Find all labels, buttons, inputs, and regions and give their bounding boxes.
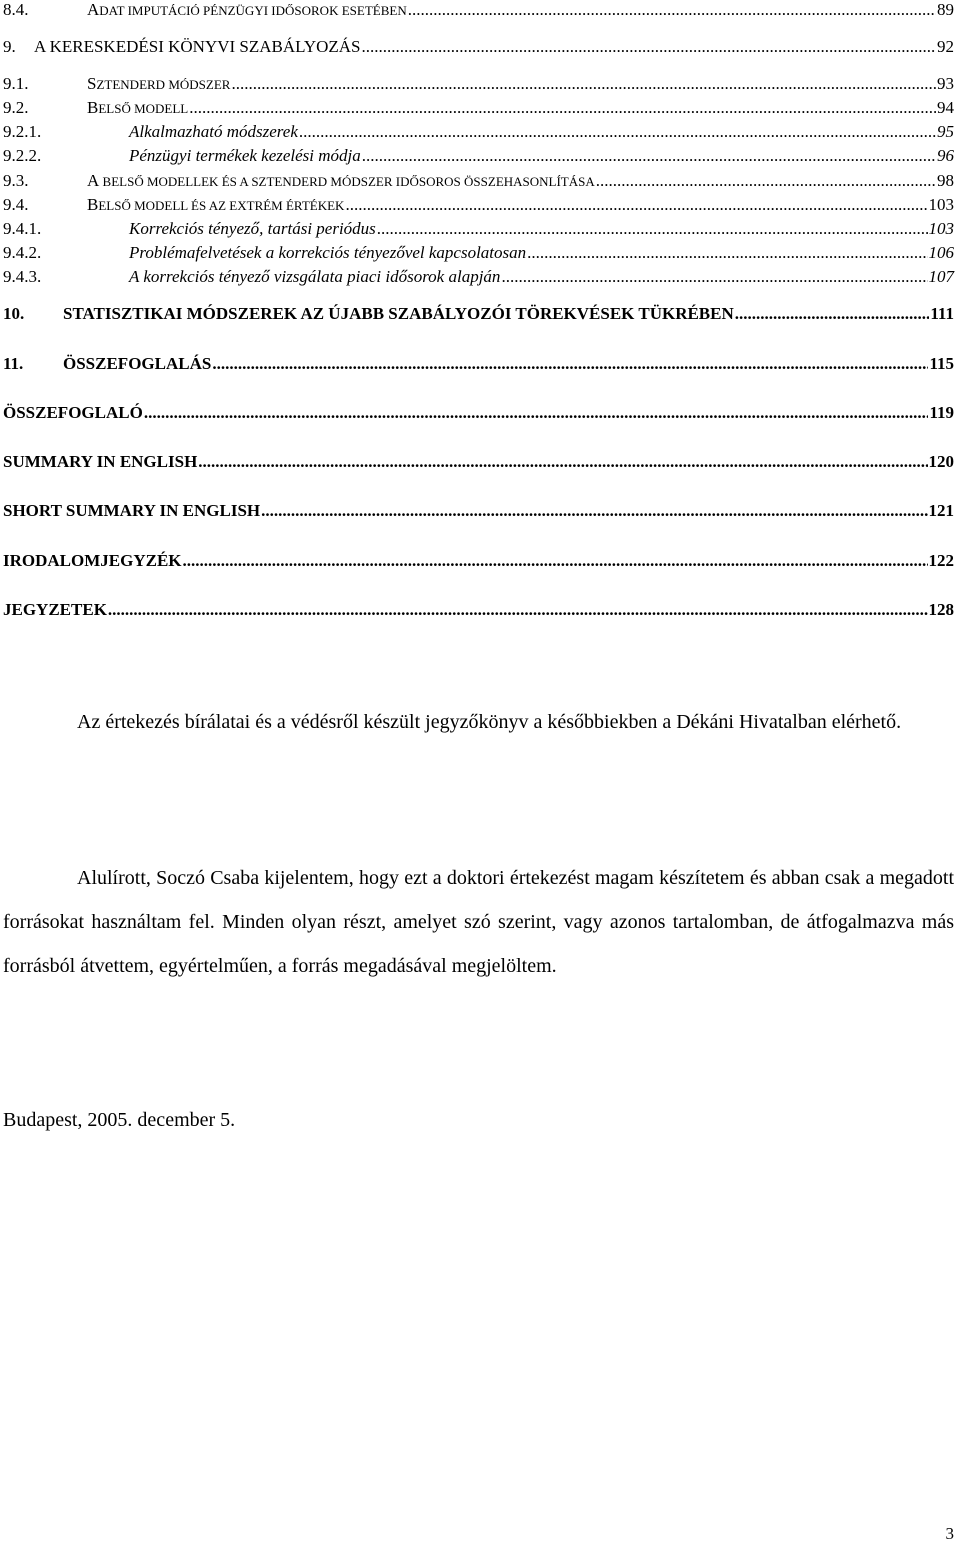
toc-entry[interactable]	[3, 98, 954, 118]
toc-entry-number: 10.	[3, 304, 25, 323]
toc-entry-number: 9.	[3, 37, 16, 56]
toc-entry-title: Pénzügyi termékek kezelési módja	[129, 146, 361, 165]
toc-dot-leader	[231, 74, 936, 94]
toc-entry-number: 9.4.3.	[3, 267, 42, 286]
toc-dot-leader	[735, 304, 930, 324]
page-number: 3	[945, 1524, 954, 1543]
toc-dot-leader	[198, 452, 927, 472]
toc-entry-title: BELSŐ MODELL	[87, 98, 189, 117]
place-date: Budapest, 2005. december 5.	[3, 1109, 236, 1131]
toc-dot-leader	[183, 551, 928, 571]
toc-entry-page: 89	[937, 0, 954, 19]
toc-entry[interactable]	[3, 501, 954, 521]
toc-entry-page: 93	[937, 74, 954, 93]
toc-entry[interactable]	[3, 122, 954, 142]
toc-entry[interactable]	[3, 74, 954, 94]
toc-entry-number: 11.	[3, 354, 24, 373]
toc-entry-title: BELSŐ MODELL ÉS AZ EXTRÉM ÉRTÉKEK	[87, 195, 345, 214]
toc-entry[interactable]	[3, 354, 954, 374]
toc-entry-page: 94	[937, 98, 954, 117]
toc-dot-leader	[345, 195, 927, 215]
toc-entry-page: 122	[928, 551, 954, 570]
toc-entry-page: 98	[937, 171, 954, 190]
toc-entry-page: 103	[928, 219, 954, 238]
toc-entry-number: 9.1.	[3, 74, 29, 93]
toc-entry[interactable]	[3, 146, 954, 166]
toc-entry-number: 9.4.1.	[3, 219, 42, 238]
toc-entry-page: 95	[937, 122, 954, 141]
toc-entry-page: 103	[928, 195, 954, 214]
toc-entry-page: 120	[928, 452, 954, 471]
toc-entry-page: 106	[928, 243, 954, 262]
toc-entry-number: 9.2.2.	[3, 146, 42, 165]
toc-entry[interactable]	[3, 243, 954, 263]
toc-entry-title: Problémafelvetések a korrekciós tényezővel kapcsolatosan	[129, 243, 527, 262]
toc-entry-title: IRODALOMJEGYZÉK	[3, 551, 182, 570]
toc-entry-title: A KERESKEDÉSI KÖNYVI SZABÁLYOZÁS	[34, 37, 361, 56]
toc-dot-leader	[212, 354, 928, 374]
toc-entry-page: 121	[928, 501, 954, 520]
declaration-paragraph	[3, 856, 954, 988]
toc-entry-title: SHORT SUMMARY IN ENGLISH	[3, 501, 261, 520]
toc-entry-title: JEGYZETEK	[3, 600, 107, 619]
toc-entry-title: SUMMARY IN ENGLISH	[3, 452, 198, 471]
toc-entry-page: 115	[929, 354, 954, 373]
toc-entry-number: 9.4.2.	[3, 243, 42, 262]
review-note-text: Az értekezés bírálatai és a védésről készült jegyzőkönyv a későbbiekben a Dékáni Hivatalban elérhető.	[77, 711, 902, 733]
toc-entry[interactable]	[3, 0, 954, 20]
toc-dot-leader	[527, 243, 927, 263]
toc-entry-title: A BELSŐ MODELLEK ÉS A SZTENDERD MÓDSZER IDŐSOROS ÖSSZEHASONLÍTÁSA	[87, 171, 595, 190]
toc-entry-title: Korrekciós tényező, tartási periódus	[129, 219, 376, 238]
toc-entry[interactable]	[3, 171, 954, 191]
toc-dot-leader	[362, 37, 937, 57]
toc-entry-number: 9.2.	[3, 98, 29, 117]
toc-entry-title: ÖSSZEFOGLALÁS	[63, 354, 212, 373]
toc-entry[interactable]	[3, 403, 954, 423]
toc-entry[interactable]	[3, 219, 954, 239]
toc-entry-number: 8.4.	[3, 0, 29, 19]
toc-entry-page: 92	[937, 37, 954, 56]
toc-entry-title: Alkalmazható módszerek	[129, 122, 298, 141]
toc-entry-title: A korrekciós tényező vizsgálata piaci idősorok alapján	[129, 267, 501, 286]
review-note-paragraph	[3, 700, 954, 744]
toc-entry-number: 9.2.1.	[3, 122, 42, 141]
toc-dot-leader	[261, 501, 927, 521]
toc-entry-title: ÖSSZEFOGLALÓ	[3, 403, 143, 422]
toc-dot-leader	[144, 403, 929, 423]
toc-entry[interactable]	[3, 304, 954, 324]
toc-entry-title: STATISZTIKAI MÓDSZEREK AZ ÚJABB SZABÁLYOZÓI TÖREKVÉSEK TÜKRÉBEN	[63, 304, 734, 323]
toc-entry-number: 9.3.	[3, 171, 29, 190]
toc-entry-title: ADAT IMPUTÁCIÓ PÉNZÜGYI IDŐSOROK ESETÉBEN	[87, 0, 407, 19]
toc-entry-number: 9.4.	[3, 195, 29, 214]
toc-dot-leader	[189, 98, 936, 118]
toc-entry[interactable]	[3, 267, 954, 287]
toc-entry[interactable]	[3, 551, 954, 571]
toc-dot-leader	[362, 146, 936, 166]
toc-entry-page: 107	[928, 267, 954, 286]
toc-entry[interactable]	[3, 195, 954, 215]
toc-entry-title: SZTENDERD MÓDSZER	[87, 74, 231, 93]
toc-dot-leader	[408, 0, 936, 20]
toc-entry-page: 111	[930, 304, 954, 323]
toc-entry[interactable]	[3, 600, 954, 620]
toc-dot-leader	[596, 171, 936, 191]
toc-dot-leader	[501, 267, 927, 287]
toc-dot-leader	[299, 122, 936, 142]
toc-entry-page: 119	[929, 403, 954, 422]
toc-entry[interactable]	[3, 452, 954, 472]
toc-entry-page: 96	[937, 146, 954, 165]
toc-dot-leader	[108, 600, 928, 620]
toc-entry[interactable]	[3, 37, 954, 57]
declaration-text: Alulírott, Soczó Csaba kijelentem, hogy ezt a doktori értekezést magam készítetem és abban csak a megadott forrásokat használtam fel. Minden olyan részt, amelyet szó szerint, vagy azonos tartalomban, de átfogalmazva más forrásból átvettem, egyértelműen, a forrás megadásával megjelöltem.	[3, 867, 954, 977]
toc-dot-leader	[377, 219, 928, 239]
toc-entry-page: 128	[928, 600, 954, 619]
